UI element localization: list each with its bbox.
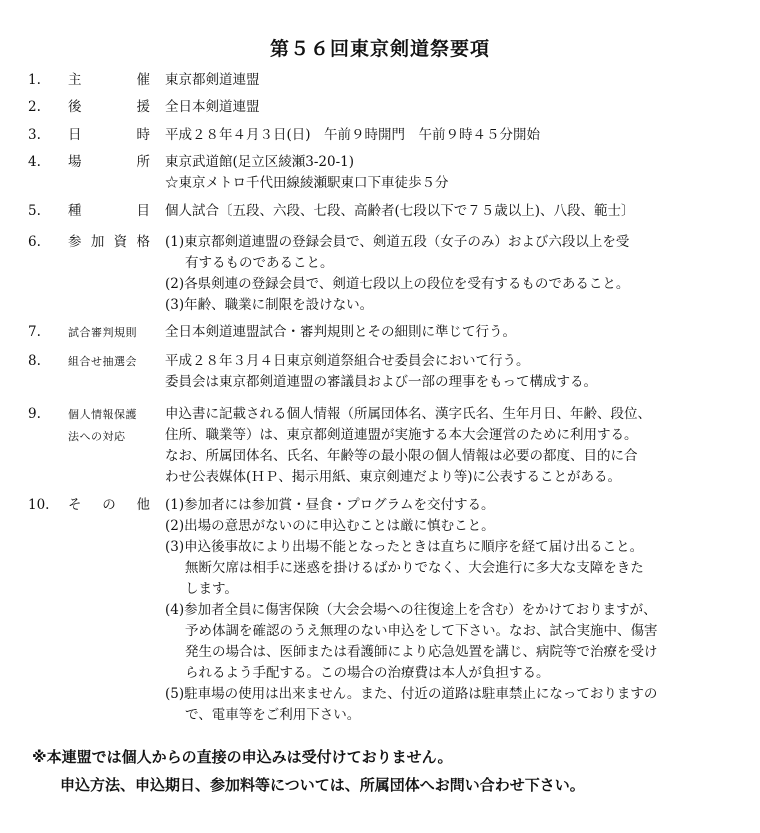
content-line: 東京武道館(足立区綾瀬3-20-1) <box>165 154 355 170</box>
item-content <box>165 232 720 316</box>
sub-item <box>165 600 720 684</box>
content-line: 東京都剣道連盟 <box>165 72 260 88</box>
item-label-char: の <box>102 497 116 513</box>
item-label-char: 場 <box>68 154 82 170</box>
item-content <box>165 351 720 393</box>
sub-item-continuation: で、電車等をご利用下さい。 <box>185 707 361 723</box>
item-number: 9. <box>28 406 41 422</box>
item-label-text: 組合せ抽選会 <box>68 355 137 368</box>
item-number: 8. <box>28 353 41 369</box>
sub-item <box>165 295 720 316</box>
content-line: 委員会は東京都剣道連盟の審議員および一部の理事をもって構成する。 <box>165 374 597 390</box>
sub-item-head: (5)駐車場の使用は出来ません。また、付近の道路は駐車禁止になっておりますの <box>165 686 658 702</box>
item-number: 10. <box>28 497 50 513</box>
item-label <box>68 404 150 448</box>
item-label <box>68 125 150 146</box>
item-label-char: 格 <box>136 234 150 250</box>
item-label <box>68 70 150 91</box>
sub-item-continuation: 予め体調を確認のうえ無理のない申込をして下さい。なお、試合実施中、傷害 <box>185 623 658 639</box>
item-label <box>68 495 150 516</box>
item-content <box>165 404 720 488</box>
sub-item-head: (3)申込後事故により出場不能となったときは直ちに順序を経て届け出ること。 <box>165 539 644 555</box>
notice-line-1: ※本連盟では個人からの直接の申込みは受付けておりません。 <box>32 748 453 766</box>
item-number: 1. <box>28 72 41 88</box>
item-label-char: 種 <box>68 203 82 219</box>
page-title: 第５６回東京剣道祭要項 <box>269 38 490 60</box>
sub-item-head: (1)東京都剣道連盟の登録会員で、剣道五段（女子のみ）および六段以上を受 <box>165 234 630 250</box>
item-label-char: 時 <box>136 127 150 143</box>
item-label-char: 参 <box>68 234 82 250</box>
sub-item-head: (3)年齢、職業に制限を設けない。 <box>165 297 374 313</box>
item-label <box>68 322 150 344</box>
sub-item <box>165 274 720 295</box>
sub-item-head: (4)参加者全員に傷害保険（大会会場への往復途上を含む）をかけておりますが、 <box>165 602 657 618</box>
item-label-char: 後 <box>68 99 82 115</box>
sub-item-head: (2)出場の意思がないのに申込むことは厳に慎むこと。 <box>165 518 495 534</box>
sub-item-continuation: 発生の場合は、医師または看護師により応急処置を講じ、病院等で治療を受け <box>185 644 658 660</box>
content-line: 平成２８年３月４日東京剣道祭組合せ委員会において行う。 <box>165 353 530 369</box>
sub-item <box>165 232 720 274</box>
item-content <box>165 322 720 343</box>
content-line: 申込書に記載される個人情報（所属団体名、漢字氏名、生年月日、年齢、段位、 <box>165 406 651 422</box>
item-label-text: 個人情報保護 <box>68 408 137 421</box>
sub-item <box>165 537 720 600</box>
item-number: 4. <box>28 154 41 170</box>
item-label <box>68 351 150 373</box>
item-label-char: 他 <box>136 497 150 513</box>
sub-item <box>165 684 720 726</box>
item-content <box>165 152 720 194</box>
notice-line-2: 申込方法、申込期日、参加料等については、所属団体へお問い合わせ下さい。 <box>60 776 585 794</box>
item-number: 6. <box>28 234 41 250</box>
item-label-char: 催 <box>136 72 150 88</box>
item-label-char: 所 <box>136 154 150 170</box>
item-content <box>165 97 720 118</box>
item-content <box>165 495 720 726</box>
sub-item-continuation: します。 <box>185 581 238 597</box>
item-label-text: 試合審判規則 <box>68 326 137 339</box>
item-content <box>165 125 720 146</box>
item-label-char: 援 <box>136 99 150 115</box>
sub-item-continuation: 無断欠席は相手に迷惑を掛けるばかりでなく、大会進行に多大な支障をきた <box>185 560 644 576</box>
item-label-char: 主 <box>68 72 82 88</box>
item-label-char: 日 <box>68 127 82 143</box>
item-label-char: 加 <box>90 234 105 250</box>
item-label-char: 資 <box>113 234 128 250</box>
content-line: 全日本剣道連盟 <box>165 99 260 115</box>
sub-item-continuation: 有するものであること。 <box>185 255 334 271</box>
sub-item <box>165 495 720 516</box>
item-label <box>68 201 150 222</box>
content-line: ☆東京メトロ千代田線綾瀬駅東口下車徒歩５分 <box>165 175 449 191</box>
content-line: なお、所属団体名、氏名、年齢等の最小限の個人情報は必要の都度、目的に合 <box>165 448 638 464</box>
item-number: 3. <box>28 127 41 143</box>
item-label-text: 法への対応 <box>68 430 126 443</box>
item-label <box>68 97 150 118</box>
content-line: わせ公表媒体(ＨＰ、掲示用紙、東京剣連だより等)に公表することがある。 <box>165 469 622 485</box>
sub-item-head: (1)参加者には参加賞・昼食・プログラムを交付する。 <box>165 497 495 513</box>
sub-item-head: (2)各県剣連の登録会員で、剣道七段以上の段位を受有するものであること。 <box>165 276 630 292</box>
item-content <box>165 201 720 222</box>
item-content <box>165 70 720 91</box>
item-number: 7. <box>28 324 41 340</box>
content-line: 全日本剣道連盟試合・審判規則とその細則に準じて行う。 <box>165 324 516 340</box>
item-label <box>68 232 150 253</box>
item-number: 2. <box>28 99 41 115</box>
sub-item <box>165 516 720 537</box>
item-number: 5. <box>28 203 41 219</box>
sub-item-continuation: られるよう手配する。この場合の治療費は本人が負担する。 <box>185 665 550 681</box>
item-label <box>68 152 150 173</box>
content-line: 住所、職業等）は、東京都剣道連盟が実施する本大会運営のために利用する。 <box>165 427 638 443</box>
content-line: 個人試合〔五段、六段、七段、高齢者(七段以下で７５歳以上)、八段、範士〕 <box>165 203 635 219</box>
item-label-char: そ <box>68 497 82 513</box>
item-label-char: 目 <box>136 203 150 219</box>
content-line: 平成２８年４月３日(日) 午前９時開門 午前９時４５分開始 <box>165 127 541 143</box>
